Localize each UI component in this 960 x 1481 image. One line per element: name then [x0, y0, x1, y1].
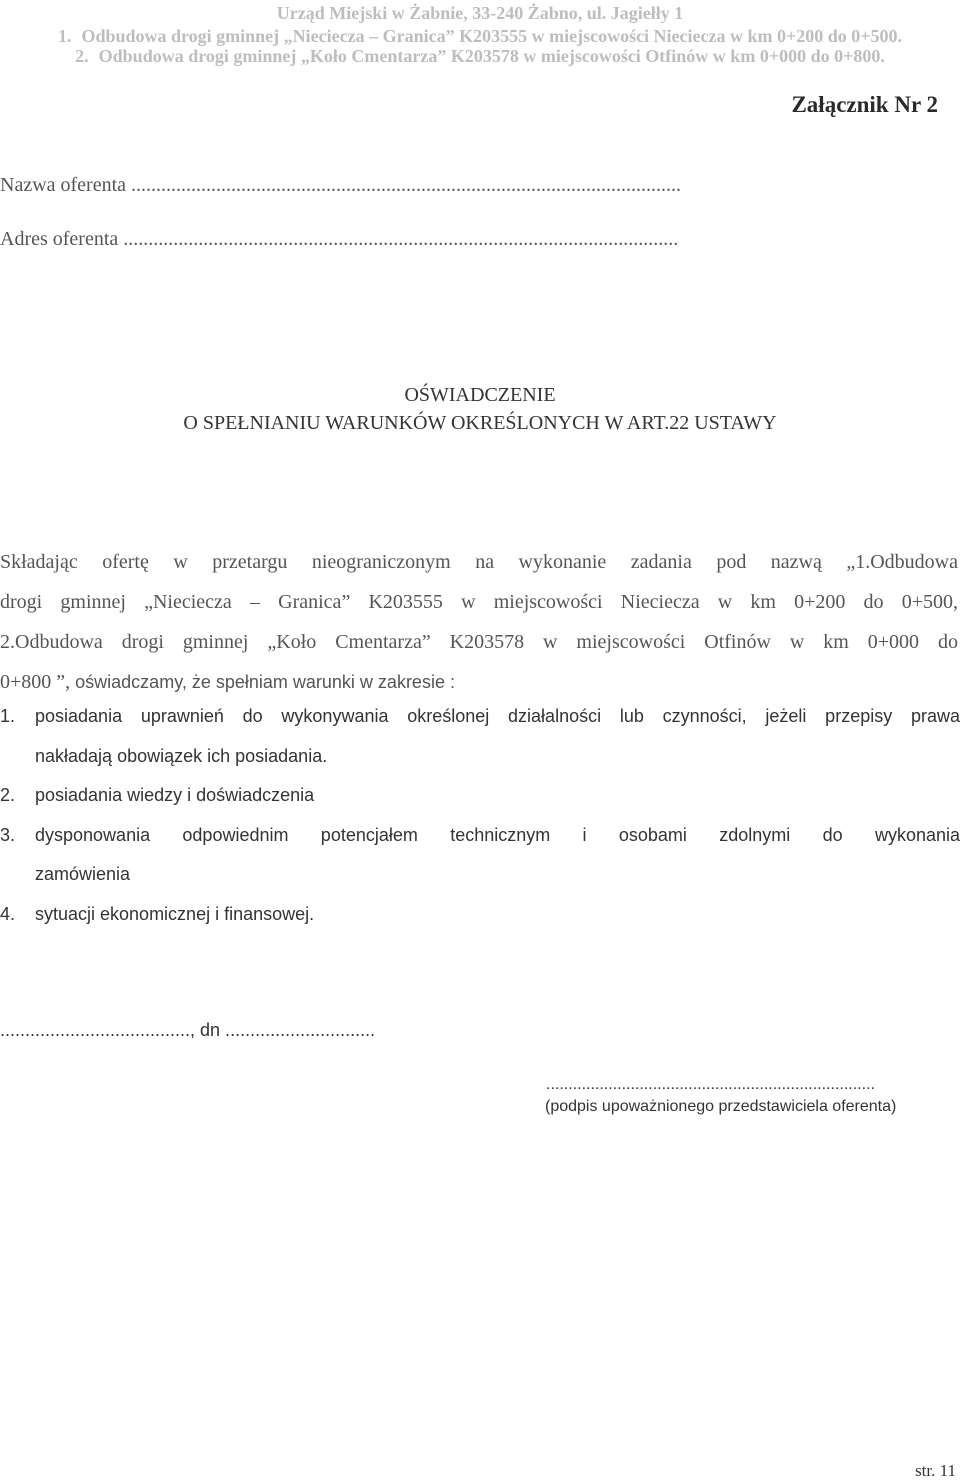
- header-office-address: Urząd Miejski w Żabnie, 33-240 Żabno, ul. Jagiełły 1: [276, 3, 684, 23]
- attachment-label: Załącznik Nr 2: [791, 92, 938, 117]
- declaration-line-3: 2.Odbudowa drogi gminnej „Koło Cmentarza” K203578 w miejscowości Otfinów w km 0+000 do: [0, 631, 958, 653]
- signature-caption: (podpis upoważnionego przedstawiciela oferenta): [545, 1098, 897, 1115]
- declaration-line-4-statement: oświadczamy, że spełniam warunki w zakresie :: [75, 672, 455, 692]
- conditions-list: [0, 697, 960, 934]
- header-task-2: [0, 46, 960, 67]
- list-item: [0, 895, 960, 935]
- list-item-text: sytuacji ekonomicznej i finansowej.: [35, 903, 315, 924]
- declaration-line-4: [0, 662, 958, 702]
- place-date-field: ......................................, dn ..............................: [0, 1020, 376, 1040]
- signature-line: ..........................................................................: [546, 1076, 875, 1093]
- list-item-text: posiadania uprawnień do wykonywania określonej działalności lub czynności, jeżeli przepisy prawa: [35, 706, 960, 726]
- declaration-paragraph: [0, 542, 958, 702]
- header-task-1-number: 1.: [57, 26, 72, 46]
- declaration-line-4-km: 0+800 ”,: [0, 671, 76, 693]
- list-item: [0, 816, 960, 895]
- document-title: OŚWIADCZENIE: [404, 384, 556, 406]
- header-task-1: [0, 26, 960, 47]
- header-task-2-text: Odbudowa drogi gminnej „Koło Cmentarza” K203578 w miejscowości Otfinów w km 0+000 do 0+800.: [98, 46, 885, 66]
- list-item-number: 1.: [0, 706, 16, 726]
- list-item-text: posiadania wiedzy i doświadczenia: [35, 785, 315, 805]
- header-task-1-text: Odbudowa drogi gminnej „Nieciecza – Granica” K203555 w miejscowości Nieciecza w km 0+200 do 0+500.: [81, 26, 903, 46]
- page-number: str. 11: [915, 1461, 956, 1480]
- list-item-number: 4.: [0, 903, 16, 924]
- list-item-number: 3.: [0, 824, 16, 845]
- offeror-address-field: Adres oferenta ...............................................................................................................: [0, 228, 679, 250]
- offeror-name-field: Nazwa oferenta ..............................................................................................................: [0, 174, 682, 196]
- list-item-text: dysponowania odpowiednim potencjałem technicznym i osobami zdolnymi do wykonania: [35, 824, 960, 845]
- list-item-text-continued: nakładają obowiązek ich posiadania.: [35, 745, 328, 766]
- header-task-2-number: 2.: [75, 46, 89, 66]
- declaration-line-2: drogi gminnej „Nieciecza – Granica” K203555 w miejscowości Nieciecza w km 0+200 do 0+500,: [0, 591, 958, 613]
- list-item: [0, 776, 960, 816]
- document-subtitle: O SPEŁNIANIU WARUNKÓW OKREŚLONYCH W ART.22 USTAWY: [183, 412, 777, 434]
- declaration-line-1: Składając ofertę w przetargu nieograniczonym na wykonanie zadania pod nazwą „1.Odbudowa: [0, 551, 958, 573]
- list-item-text-continued: zamówienia: [35, 864, 131, 884]
- list-item: [0, 697, 960, 776]
- list-item-number: 2.: [0, 785, 16, 805]
